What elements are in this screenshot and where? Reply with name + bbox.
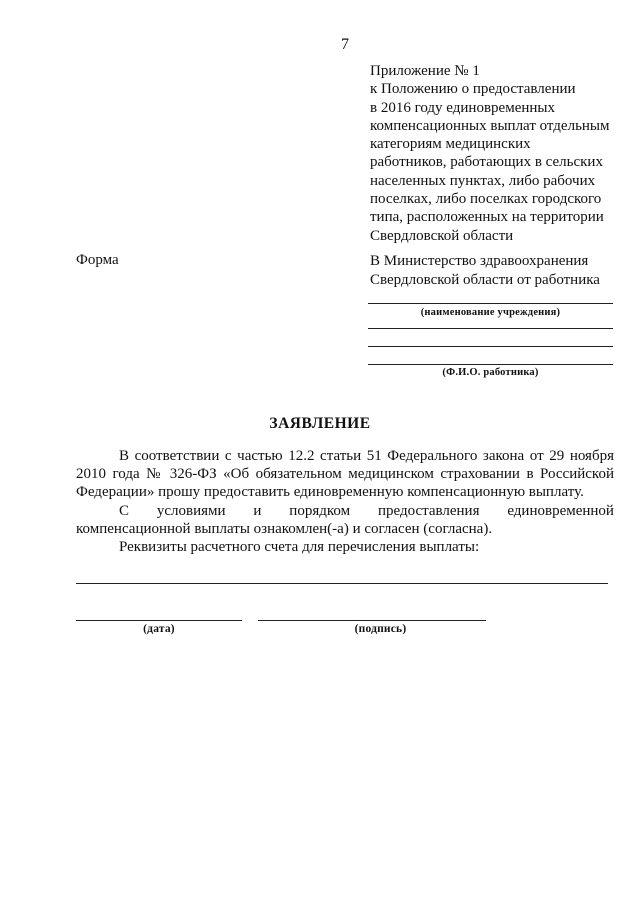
blank-line: [368, 346, 613, 347]
appendix-line: категориям медицинских: [370, 136, 531, 153]
appendix-header: [370, 62, 632, 245]
employee-caption: (Ф.И.О. работника): [442, 367, 539, 378]
institution-line: [368, 303, 613, 304]
form-label: Форма: [76, 252, 119, 268]
appendix-line: Свердловской области: [370, 227, 514, 244]
appendix-line: типа, расположенных на территории: [370, 209, 604, 226]
word: порядком: [289, 503, 351, 519]
signature-caption: (подпись): [354, 623, 407, 635]
date-caption: (дата): [143, 623, 175, 635]
addressee-block: [370, 252, 632, 289]
word: предоставления: [377, 503, 480, 519]
blank-line: [368, 328, 613, 329]
employee-name-line: [368, 364, 613, 365]
signature-line: [258, 620, 486, 621]
appendix-line: Приложение № 1: [370, 63, 480, 79]
word: условиями: [156, 503, 226, 519]
paragraph-1: В соответствии с частью 12.2 статьи 51 Федерального закона от 29 ноября 2010 года № 326-ФЗ «Об обязательном медицинском страховании в Российской Федерации» прошу предоставить единовременную компенсационную выплату.: [76, 448, 614, 501]
appendix-line: населенных пунктах, либо рабочих: [370, 172, 596, 189]
appendix-line: компенсационных выплат отдельным: [370, 117, 610, 134]
document-title: ЗАЯВЛЕНИЕ: [269, 415, 371, 432]
word: и: [253, 503, 262, 519]
date-line: [76, 620, 242, 621]
appendix-line: поселках, либо поселках городского: [370, 191, 602, 208]
appendix-line: работников, работающих в сельских: [370, 154, 603, 171]
appendix-line: в 2016 году единовременных: [370, 99, 555, 116]
word: единовременной: [507, 503, 614, 519]
paragraph-2-rest: компенсационной выплаты ознакомлен(-а) и согласен (согласна).: [76, 521, 493, 538]
paragraph-3: Реквизиты расчетного счета для перечисления выплаты:: [119, 539, 480, 555]
paragraph-2: [76, 502, 614, 538]
institution-caption: (наименование учреждения): [420, 307, 561, 318]
page-number: 7: [341, 36, 349, 53]
paragraph-2-first-line: [76, 502, 614, 520]
account-details-line: [76, 583, 608, 584]
addressee-line-2: Свердловской области от работника: [370, 271, 600, 288]
word: С: [119, 503, 130, 519]
appendix-line: к Положению о предоставлении: [370, 81, 576, 98]
addressee-line-1: В Министерство здравоохранения: [370, 253, 589, 269]
